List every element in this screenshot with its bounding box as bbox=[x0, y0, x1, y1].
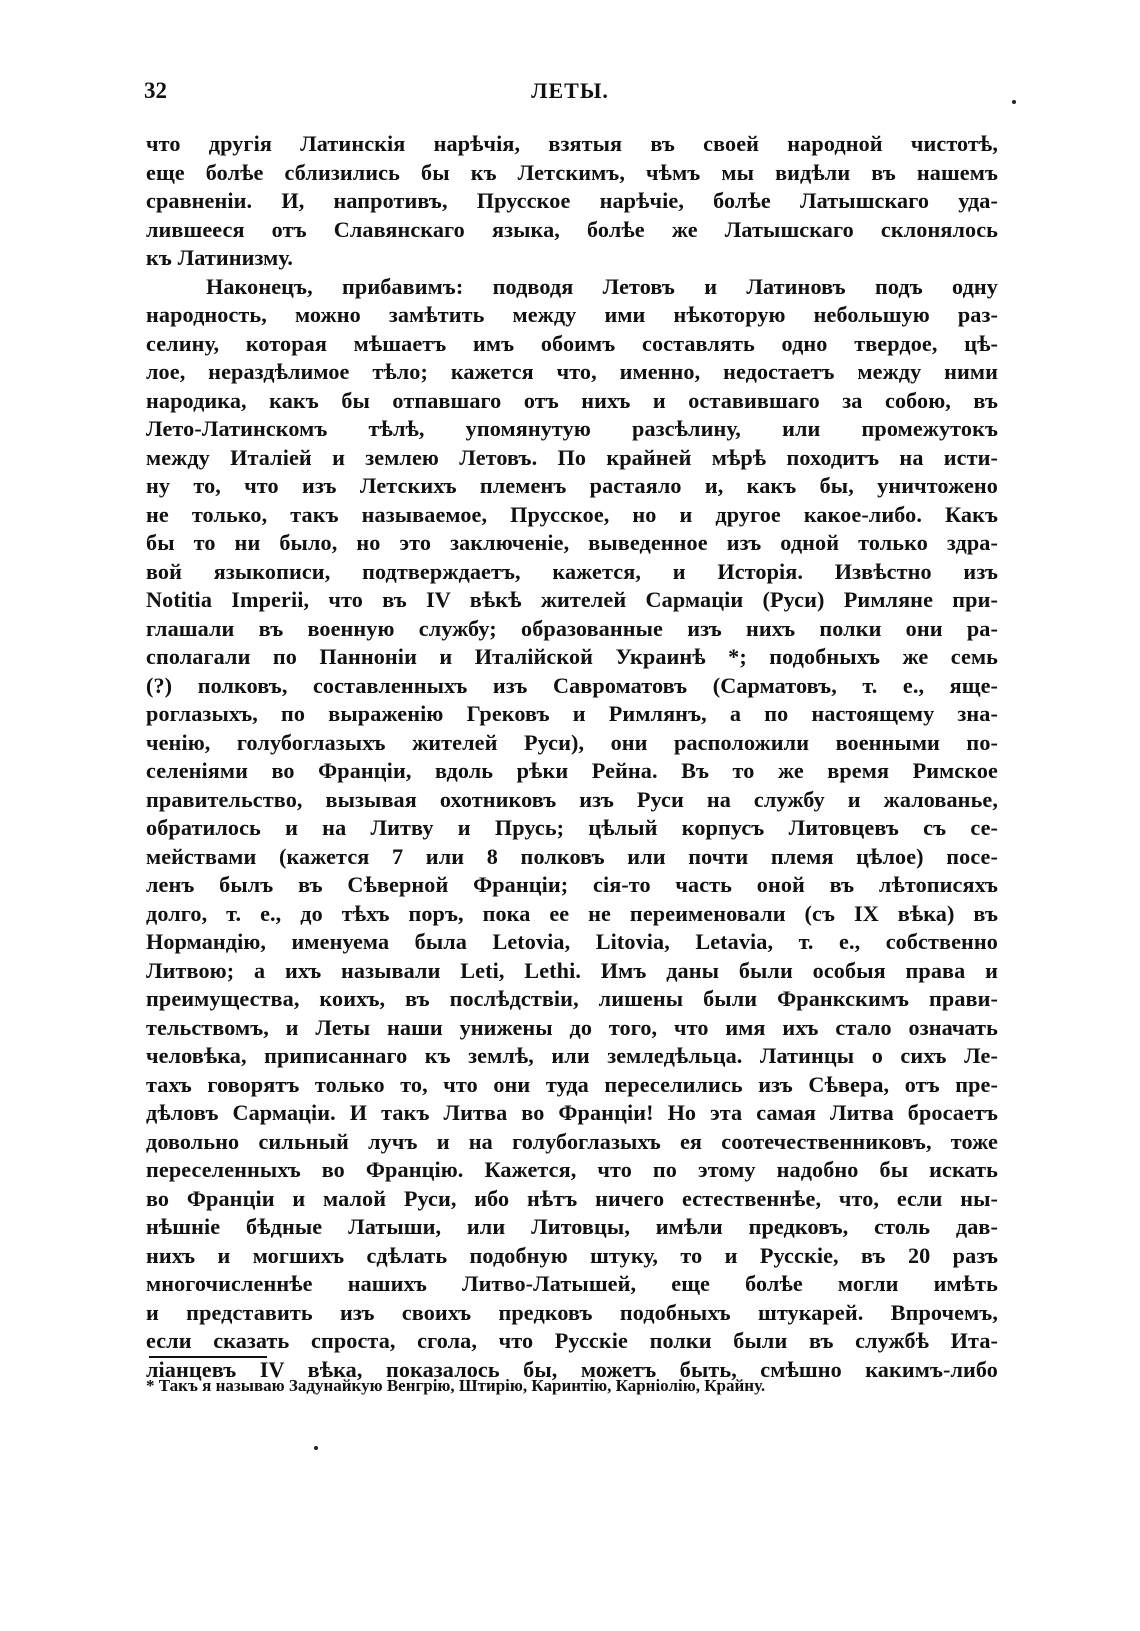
text-line: вой языкописи, подтверждаетъ, кажется, и Исторія. Извѣстно изъ bbox=[146, 558, 998, 584]
paragraph-start-line: Наконецъ, прибавимъ: подводя Летовъ и Латиновъ подъ одну bbox=[206, 273, 998, 299]
text-line: (?) полковъ, составленныхъ изъ Савроматовъ (Сарматовъ, т. е., яще- bbox=[146, 672, 998, 698]
text-line: лое, нераздѣлимое тѣло; кажется что, именно, недостаетъ между ними bbox=[146, 359, 998, 384]
text-line: ленъ былъ въ Сѣверной Франціи; сія-то часть оной въ лѣтописяхъ bbox=[146, 872, 998, 897]
text-line: что другія Латинскія нарѣчія, взятыя въ своей народной чистотѣ, bbox=[146, 131, 998, 156]
text-line: нѣшніе бѣдные Латыши, или Литовцы, имѣли предковъ, столь дав- bbox=[146, 1214, 998, 1239]
text-line: мействами (кажется 7 или 8 полковъ или почти племя цѣлое) посе- bbox=[146, 843, 998, 869]
text-line: Notitia Imperii, что въ IV вѣкѣ жителей Сармаціи (Руси) Римляне при- bbox=[146, 587, 998, 612]
text-line: между Италіей и землею Летовъ. По крайней мѣрѣ походитъ на исти- bbox=[146, 444, 998, 470]
text-line: роглазыхъ, по выраженію Грековъ и Римлянъ, а по настоящему зна- bbox=[146, 701, 998, 726]
print-speck bbox=[314, 1446, 318, 1450]
text-line: къ Латинизму. bbox=[146, 245, 294, 270]
text-line: не только, такъ называемое, Прусское, но и другое какое-либо. Какъ bbox=[146, 501, 998, 527]
text-line: и представить изъ своихъ предковъ подобныхъ штукарей. Впрочемъ, bbox=[146, 1299, 998, 1325]
text-line: глашали въ военную службу; образованные изъ нихъ полки они ра- bbox=[146, 615, 998, 641]
body-text bbox=[146, 130, 998, 1384]
text-line: сравненіи. И, напротивъ, Прусское нарѣчіе, болѣе Латышскаго уда- bbox=[146, 188, 998, 213]
text-line: человѣка, приписаннаго къ землѣ, или земледѣльца. Латинцы о сихъ Ле- bbox=[146, 1043, 998, 1068]
print-speck bbox=[1012, 100, 1016, 104]
text-line: Лето-Латинскомъ тѣлѣ, упомянутую разсѣлину, или промежутокъ bbox=[146, 416, 998, 441]
text-line: народика, какъ бы отпавшаго отъ нихъ и оставившаго за собою, въ bbox=[146, 387, 998, 413]
page-number: 32 bbox=[144, 78, 167, 103]
text-line: селину, которая мѣшаетъ имъ обоимъ составлять одно твердое, цѣ- bbox=[146, 330, 998, 356]
text-line: ченію, голубоглазыхъ жителей Руси), они расположили военными по- bbox=[146, 729, 998, 755]
text-line: Нормандію, именуема была Letovia, Litovia, Letavia, т. е., собственно bbox=[146, 929, 998, 954]
text-line: еще болѣе сблизились бы къ Летскимъ, чѣмъ мы видѣли въ нашемъ bbox=[146, 159, 998, 185]
text-line: если сказать спроста, сгола, что Русскіе полки были въ службѣ Ита- bbox=[146, 1328, 998, 1353]
text-line: нихъ и могшихъ сдѣлать подобную штуку, то и Русскіе, въ 20 разъ bbox=[146, 1242, 998, 1268]
text-line: обратилось и на Литву и Прусь; цѣлый корпусъ Литовцевъ съ се- bbox=[146, 815, 998, 840]
text-line: сполагали по Паннонiи и Италійской Украинѣ *; подобныхъ же семь bbox=[146, 644, 998, 669]
text-line: народность, можно замѣтить между ими нѣкоторую небольшую раз- bbox=[146, 302, 998, 327]
text-line: ліанцевъ IV вѣка, показалось бы, можетъ быть, смѣшно какимъ-либо bbox=[146, 1356, 998, 1382]
running-head: ЛЕТЫ. bbox=[531, 78, 609, 103]
text-line: тахъ говорятъ только то, что они туда переселились изъ Сѣвера, отъ пре- bbox=[146, 1071, 998, 1097]
text-line: ну то, что изъ Летскихъ племенъ растаяло и, какъ бы, уничтожено bbox=[146, 473, 998, 498]
text-line: дѣловъ Сармаціи. И такъ Литва во Франціи! Но эта самая Литва бросаетъ bbox=[146, 1100, 998, 1125]
footnote: * Такъ я называю Задунайкую Венгрію, Штирію, Каринтію, Карніолію, Крайну. bbox=[146, 1376, 766, 1395]
text-line: селеніями во Франціи, вдоль рѣки Рейна. Въ то же время Римское bbox=[146, 758, 998, 783]
text-line: бы то ни было, но это заключеніе, выведенное изъ одной только здра- bbox=[146, 530, 998, 555]
text-line: долго, т. е., до тѣхъ поръ, пока ее не переименовали (съ IX вѣка) въ bbox=[146, 900, 998, 926]
text-line: тельствомъ, и Леты наши унижены до того, что имя ихъ стало означать bbox=[146, 1014, 998, 1040]
text-line: довольно сильный лучъ и на голубоглазыхъ ея соотечественниковъ, тоже bbox=[146, 1128, 998, 1154]
text-line: правительство, вызывая охотниковъ изъ Руси на службу и жалованье, bbox=[146, 786, 998, 812]
text-line: многочисленнѣе нашихъ Литво-Латышей, еще болѣе могли имѣть bbox=[146, 1271, 998, 1296]
text-line: преимущества, коихъ, въ послѣдствіи, лишены были Франкскимъ прави- bbox=[146, 986, 998, 1011]
text-line: переселенныхъ во Францію. Кажется, что по этому надобно бы искать bbox=[146, 1157, 998, 1182]
text-line: во Франціи и малой Руси, ибо нѣтъ ничего естественнѣе, что, если ны- bbox=[146, 1185, 998, 1211]
page-header bbox=[140, 78, 1000, 110]
text-line: Литвою; а ихъ называли Leti, Lethi. Имъ даны были особыя права и bbox=[146, 957, 998, 983]
text-line: лившееся отъ Славянскаго языка, болѣе же Латышскаго склонялось bbox=[146, 216, 998, 242]
footnote-divider bbox=[149, 1356, 267, 1358]
